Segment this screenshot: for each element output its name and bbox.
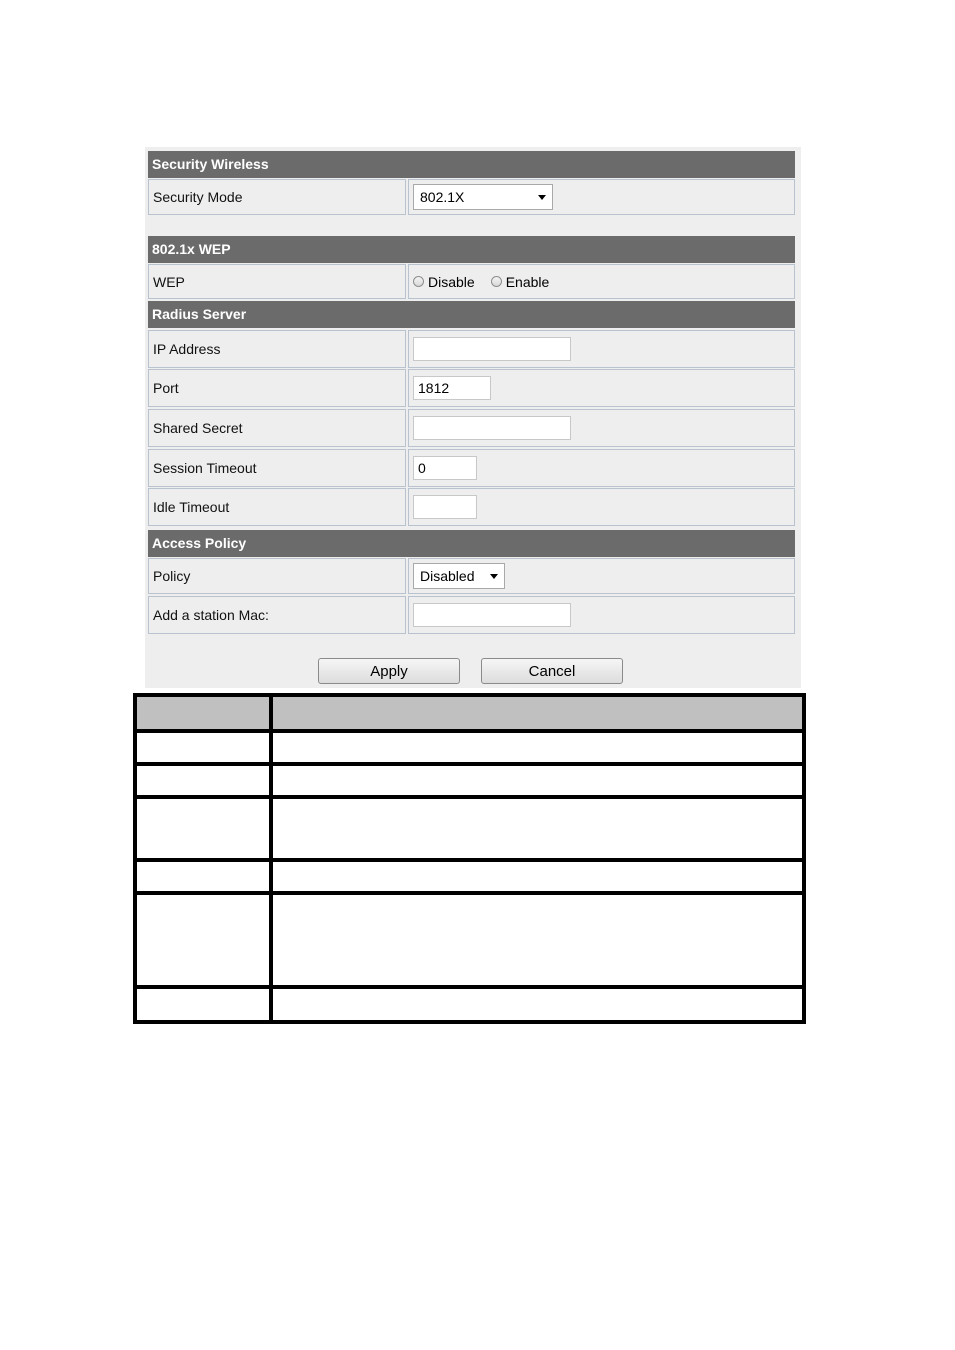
session-timeout-input[interactable] bbox=[413, 456, 477, 480]
table-cell bbox=[135, 987, 271, 1022]
row-idle-timeout bbox=[148, 488, 795, 526]
station-mac-label: Add a station Mac: bbox=[148, 596, 406, 634]
section-security-wireless: Security Wireless bbox=[148, 151, 795, 178]
station-mac-input[interactable] bbox=[413, 603, 571, 627]
row-station-mac bbox=[148, 596, 795, 634]
table-row bbox=[135, 731, 804, 764]
section-access-policy: Access Policy bbox=[148, 530, 795, 557]
table-cell bbox=[135, 860, 271, 893]
wep-disable-label: Disable bbox=[428, 273, 475, 290]
idle-timeout-input[interactable] bbox=[413, 495, 477, 519]
row-port bbox=[148, 369, 795, 407]
port-value-cell bbox=[408, 369, 795, 407]
policy-selected: Disabled bbox=[420, 568, 475, 584]
wep-disable-option[interactable] bbox=[413, 274, 475, 290]
security-mode-selected: 802.1X bbox=[420, 189, 465, 205]
apply-button[interactable]: Apply bbox=[318, 658, 460, 684]
shared-secret-input[interactable] bbox=[413, 416, 571, 440]
row-shared-secret bbox=[148, 409, 795, 447]
table-header-cell-description bbox=[271, 695, 804, 731]
section-radius-server: Radius Server bbox=[148, 301, 795, 328]
ip-address-input[interactable] bbox=[413, 337, 571, 361]
table-cell bbox=[271, 797, 804, 860]
ip-address-value-cell bbox=[408, 330, 795, 368]
table-row bbox=[135, 987, 804, 1022]
table-cell bbox=[135, 893, 271, 987]
shared-secret-label: Shared Secret bbox=[148, 409, 406, 447]
policy-value-cell bbox=[408, 558, 795, 594]
table-cell bbox=[271, 893, 804, 987]
table-header-cell-item bbox=[135, 695, 271, 731]
wep-value-cell bbox=[408, 264, 795, 299]
table-cell bbox=[135, 731, 271, 764]
cancel-button[interactable]: Cancel bbox=[481, 658, 623, 684]
row-ip-address bbox=[148, 330, 795, 368]
wep-enable-label: Enable bbox=[505, 273, 550, 290]
row-wep bbox=[148, 264, 795, 299]
security-mode-label: Security Mode bbox=[148, 179, 406, 215]
table-row bbox=[135, 893, 804, 987]
security-mode-select[interactable] bbox=[413, 184, 553, 210]
port-label: Port bbox=[148, 369, 406, 407]
security-wireless-panel bbox=[145, 147, 801, 688]
table-cell bbox=[271, 731, 804, 764]
table-cell bbox=[135, 797, 271, 860]
ip-address-label: IP Address bbox=[148, 330, 406, 368]
session-timeout-value-cell bbox=[408, 449, 795, 487]
table-cell bbox=[271, 860, 804, 893]
policy-select[interactable] bbox=[413, 563, 505, 589]
dropdown-arrow-icon bbox=[490, 574, 498, 579]
radio-disable[interactable] bbox=[413, 276, 424, 287]
section-8021x-wep: 802.1x WEP bbox=[148, 236, 795, 263]
table-cell bbox=[135, 764, 271, 797]
row-security-mode bbox=[148, 179, 795, 215]
idle-timeout-label: Idle Timeout bbox=[148, 488, 406, 526]
table-cell bbox=[271, 987, 804, 1022]
table-row bbox=[135, 797, 804, 860]
table-row bbox=[135, 860, 804, 893]
security-mode-value-cell bbox=[408, 179, 795, 215]
table-header-row bbox=[135, 695, 804, 731]
radio-enable[interactable] bbox=[491, 276, 502, 287]
wep-enable-option[interactable] bbox=[491, 274, 550, 290]
row-policy bbox=[148, 558, 795, 594]
wep-radio-group bbox=[413, 274, 559, 290]
shared-secret-value-cell bbox=[408, 409, 795, 447]
idle-timeout-value-cell bbox=[408, 488, 795, 526]
dropdown-arrow-icon bbox=[538, 195, 546, 200]
port-input[interactable] bbox=[413, 376, 491, 400]
policy-label: Policy bbox=[148, 558, 406, 594]
station-mac-value-cell bbox=[408, 596, 795, 634]
description-table bbox=[133, 693, 806, 1024]
session-timeout-label: Session Timeout bbox=[148, 449, 406, 487]
wep-label: WEP bbox=[148, 264, 406, 299]
table-cell bbox=[271, 764, 804, 797]
table-row bbox=[135, 764, 804, 797]
row-session-timeout bbox=[148, 449, 795, 487]
